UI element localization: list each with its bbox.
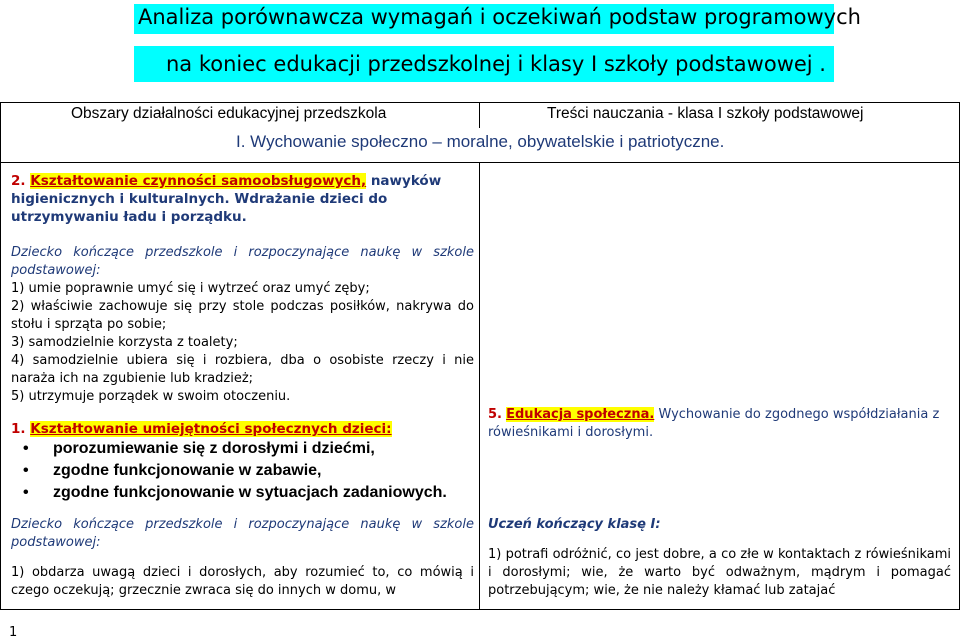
area-2-title-rest: nawyków: [366, 173, 442, 189]
list-item: • zgodne funkcjonowanie w sytuacjach zadaniowych.: [11, 482, 474, 504]
area-1-number: 1.: [11, 421, 26, 437]
area-2-title-highlighted: Kształtowanie czynności samoobsługowych,: [30, 173, 367, 189]
area-1-heading: [11, 420, 474, 438]
area-2-number: 2.: [11, 173, 26, 189]
page-number: 1: [9, 625, 18, 640]
left-column-header: Obszary działalności edukacyjnej przedszkola: [71, 105, 387, 122]
requirements-intro-1: Dziecko kończące przedszkole i rozpoczynające naukę w szkole podstawowej:: [11, 245, 474, 278]
area-5-block: [488, 406, 951, 442]
section-divider: [0, 162, 960, 163]
list-item: • zgodne funkcjonowanie w zabawie,: [11, 460, 474, 482]
area-5-title: Edukacja społeczna.: [506, 407, 655, 422]
area-5-number: 5.: [488, 407, 502, 422]
area-5-text: Wychowanie do zgodnego współdziałania z rówieśnikami i dorosłymi.: [488, 407, 940, 440]
social-skills-list: [11, 438, 474, 504]
requirement-item: 3) samodzielnie korzysta z toalety;: [11, 335, 238, 350]
grade-1-outcomes: [488, 516, 951, 600]
area-2-title-line-3: utrzymywaniu ładu i porządku.: [11, 209, 247, 225]
area-2-requirements: [11, 244, 474, 406]
document-title-line-1: Analiza porównawcza wymagań i oczekiwań podstaw programowych: [138, 5, 861, 29]
requirements-intro-2: Dziecko kończące przedszkole i rozpoczynające naukę w szkole podstawowej:: [11, 517, 474, 550]
table-left-border: [0, 102, 1, 609]
bullet-icon: •: [23, 440, 29, 457]
area-2-heading: [11, 172, 474, 226]
area-2-title-line-2: higienicznych i kulturalnych. Wdrażanie dzieci do: [11, 191, 388, 207]
outcome-item: 1) potrafi odróżnić, co jest dobre, a co złe w kontaktach z rówieśnikami i dorosłymi; wie, że warto być odważnym, mądrym i pomagać potrzebującym; wie, że nie należy kłamać lub zatajać: [488, 547, 951, 598]
document-title-line-2: na koniec edukacji przedszkolnej i klasy I szkoły podstawowej .: [166, 52, 826, 76]
bullet-icon: •: [23, 484, 29, 501]
requirement-item: 2) właściwie zachowuje się przy stole podczas posiłków, nakrywa do stołu i sprząta po sobie;: [11, 299, 474, 332]
area-1-requirements: [11, 516, 474, 600]
table-top-border: [0, 102, 960, 103]
requirement-item: 4) samodzielnie ubiera się i rozbiera, dba o osobiste rzeczy i nie naraża ich na zgubienie lub kradzież;: [11, 353, 474, 386]
bullet-icon: •: [23, 462, 29, 479]
table-bottom-border: [0, 609, 960, 610]
requirement-item: 1) obdarza uwagą dzieci i dorosłych, aby rozumieć to, co mówią i czego oczekują; grzecznie zwraca się do innych w domu, w: [11, 565, 474, 598]
header-column-divider: [479, 102, 480, 128]
outcomes-intro: Uczeń kończący klasę I:: [488, 517, 661, 532]
right-column-header: Treści nauczania - klasa I szkoły podstawowej: [547, 105, 864, 122]
area-1-title: Kształtowanie umiejętności społecznych dzieci:: [30, 421, 392, 437]
requirement-item: 5) utrzymuje porządek w swoim otoczeniu.: [11, 389, 291, 404]
list-item: • porozumiewanie się z dorosłymi i dziećmi,: [11, 438, 474, 460]
section-title: I. Wychowanie społeczno – moralne, obywatelskie i patriotyczne.: [236, 132, 725, 151]
requirement-item: 1) umie poprawnie umyć się i wytrzeć oraz umyć zęby;: [11, 281, 370, 296]
column-divider: [479, 162, 480, 609]
